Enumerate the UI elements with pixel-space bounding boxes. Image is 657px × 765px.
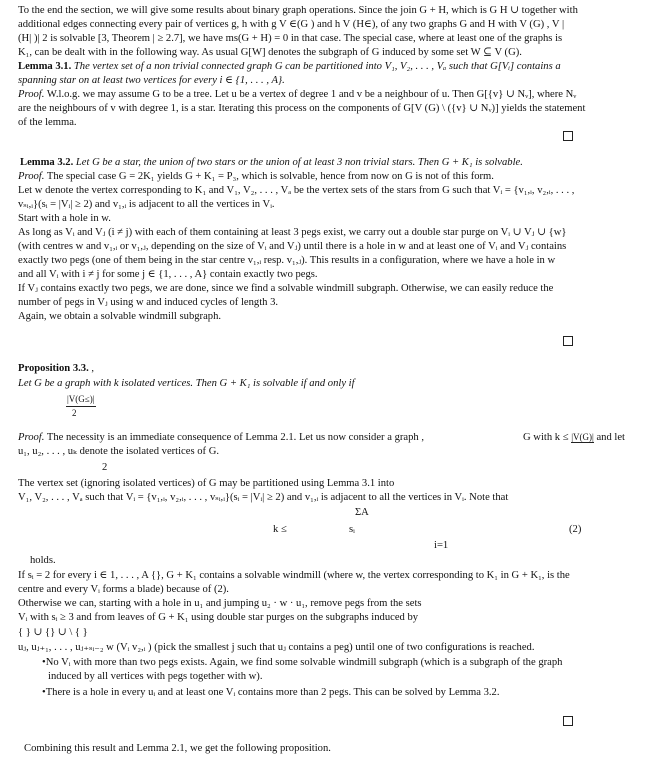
bullet-item-1: •No Vᵢ with more than two pegs exists. Again, we find some solvable windmill subgraph (which is a subgraph of the graph [42, 657, 563, 668]
prop-3-3-heading [18, 362, 94, 375]
bullet-item-1-cont: induced by all vertices with pegs together with w). [48, 671, 263, 682]
lemma-3-1-proof-line-3: of the lemma. [18, 117, 77, 128]
lemma-3-2-proof-line-8: and all Vᵢ with i ≠ j for some j ∈ {1, . . . , A} contain exactly two pegs. [18, 269, 318, 280]
qed-square [563, 716, 573, 726]
prop-3-3-after-3: Otherwise we can, starting with a hole in u₁ and jumping u₂ · w · u₁, remove pegs from the sets [18, 598, 422, 609]
prop-3-3-condition-denominator: 2 [72, 408, 77, 418]
lemma-3-2-proof-line-4: Start with a hole in w. [18, 213, 111, 224]
closing-sentence: Combining this result and Lemma 2.1, we get the following proposition. [24, 743, 331, 754]
sum-symbol: ΣA [355, 507, 369, 518]
lemma-3-1-statement-2: spanning star on at least two vertices for every i ∈ {1, . . . , A}. [18, 75, 285, 86]
intro-line-3: (H| )| 2 is solvable [3, Theorem | ≥ 2.7], we have ms(G + H) = 0 in that case. The special case, where at least one of the graphs is [18, 33, 563, 44]
proof-label: Proof. [18, 89, 45, 100]
inequality-k: k ≤ [273, 524, 287, 535]
lemma-3-2-statement: Let G be a star, the union of two stars or the union of at least 3 non trivial stars. Then G + K₁ is solvable. [73, 157, 523, 168]
lemma-3-2-proof-line-2: Let w denote the vertex corresponding to K₁ and V₁, V₂, . . . , Vₐ be the vertex sets of the stars from G such that Vᵢ = {v₁,ᵢ, v₂,ᵢ, . . . , [18, 185, 575, 196]
prop-3-3-proof-line-4: V₁, V₂, . . . , Vₐ such that Vᵢ = {v₁,ᵢ, v₂,ᵢ, . . . , vₛᵢ,ᵢ}(sᵢ = |Vᵢ| ≥ 2) and v₁,ᵢ is adjacent to all the vertices in Vᵢ. Note that [18, 492, 509, 503]
intro-line-2: additional edges connecting every pair of vertices g, h with g V ∈(G ) and h V (H∈), of any two graphs G and H with V (G) , V | [18, 19, 565, 30]
lemma-3-2-proof-line-1 [18, 170, 494, 183]
proof-and-let: and let [596, 432, 626, 443]
prop-3-3-after-1: If sᵢ = 2 for every i ∈ 1, . . . , A {}, G + K₁ contains a solvable windmill (where w, the vertex corresponding to K₁ in G + K₁, is the [18, 570, 570, 581]
proof-fraction-numerator: |V(G)| [571, 432, 594, 442]
intro-line-4: K₁, can be dealt with in the following way. As usual G[W] denotes the subgraph of G induced by some set W ⊆ V (G). [18, 47, 522, 58]
intro-line-1: To the end the section, we will give some results about binary graph operations. Since the join G + H, which is G H ∪ together with [18, 5, 578, 16]
qed-square [563, 131, 573, 141]
holds-text: holds. [30, 555, 56, 566]
inequality-s: sᵢ [349, 524, 355, 535]
lemma-3-2-proof-line-9: If Vⱼ contains exactly two pegs, we are done, since we find a solvable windmill subgraph. Otherwise, we can easily reduce the [18, 283, 554, 294]
prop-3-3-after-2: centre and every Vᵢ forms a blade) because of (2). [18, 584, 229, 595]
lemma-3-2-proof-line-10: number of pegs in Vⱼ using w and induced cycles of length 3. [18, 297, 279, 308]
proof-text: The necessity is an immediate consequence of Lemma 2.1. Let us now consider a graph , [44, 432, 424, 443]
prop-3-3-after-4: Vᵢ with sᵢ ≥ 3 and from leaves of G + K₁ using double star purges on the subgraphs induced by [18, 612, 419, 623]
proof-inequality: G with k ≤ [523, 432, 569, 443]
prop-3-3-statement: Let G be a graph with k isolated vertices. Then G + K₁ is solvable if and only if [18, 378, 355, 389]
lemma-3-2-proof-line-7: exactly two pegs (one of them being in the star centre v₁,ᵢ resp. v₁,ⱼ). This results in a configuration, where we have a hole in w [18, 255, 556, 266]
lemma-3-2-proof-line-5: As long as Vᵢ and Vⱼ (i ≠ j) with each of them containing at least 3 pegs exist, we carry out a double star purge on Vᵢ ∪ Vⱼ ∪ {w} [18, 227, 567, 238]
qed-square [563, 336, 573, 346]
prop-3-3-proof-line-2: u₁, u₂, . . . , uₖ denote the isolated vertices of G. [18, 446, 220, 457]
lemma-3-2-proof-line-6: (with centres w and v₁,ᵢ or v₁,ⱼ, depending on the size of Vᵢ and Vⱼ) until there is a hole in w and at least one of Vᵢ and Vⱼ contains [18, 241, 567, 252]
prop-3-3-brace-line: { } ∪ {} ∪ \ { } [18, 627, 88, 638]
equation-number: (2) [569, 524, 582, 535]
bullet-item-2: •There is a hole in every uᵢ and at least one Vᵢ contains more than 2 pegs. This can be solved by Lemma 3.2. [42, 687, 500, 698]
lemma-3-1-statement-1: The vertex set of a non trivial connected graph G can be partitioned into V₁, V₂, . . . , Vₐ such that G[Vᵢ] contains a [71, 61, 561, 72]
lemma-3-2-line-1 [20, 156, 523, 169]
proof-label: Proof. [18, 171, 45, 182]
lemma-3-1-proof-line-2: are the neighbours of v with degree 1, is a star. Iterating this process on the components of G[V (G) \ ({v} ∪ Nᵥ)] yields the statement [18, 103, 586, 114]
prop-3-3-label-suffix: , [88, 363, 95, 374]
lemma-3-2-label: Lemma 3.2. [20, 157, 74, 168]
sum-index: i=1 [434, 540, 449, 551]
proof-text: The special case G = 2K₁ yields G + K₁ = P₃, which is solvable, hence from now on G is not of this form. [44, 171, 494, 182]
lemma-3-1-label: Lemma 3.1. [18, 61, 72, 72]
lemma-3-2-proof-line-11: Again, we obtain a solvable windmill subgraph. [18, 311, 222, 322]
prop-3-3-condition-numerator: |V(G≤)| [66, 393, 96, 407]
lemma-3-1-line-1 [18, 60, 561, 73]
lemma-3-1-proof-line-1 [18, 88, 576, 101]
proof-text: W.l.o.g. we may assume G to be a tree. Let u be a vertex of degree 1 and v be a neighbour of u. Then G[{v} ∪ Nᵥ], where Nᵥ [44, 89, 577, 100]
prop-3-3-proof-two: 2 [102, 462, 108, 473]
prop-3-3-label: Proposition 3.3. [18, 363, 89, 374]
prop-3-3-proof-line-1 [18, 431, 424, 444]
prop-3-3-brace-line-2: uⱼ, uⱼ₊₁, . . . , uⱼ₊ₛᵢ₋₂ w (Vᵢ v₂,ᵢ ) (pick the smallest j such that uⱼ contains a peg) until one of two configurations is reached. [18, 642, 535, 653]
prop-3-3-proof-line-3: The vertex set (ignoring isolated vertices) of G may be partitioned using Lemma 3.1 into [18, 478, 395, 489]
prop-3-3-proof-line-1-right [523, 431, 625, 444]
proof-label: Proof. [18, 432, 45, 443]
lemma-3-2-proof-line-3: vₛᵢ,ᵢ}(sᵢ = |Vᵢ| ≥ 2) and v₁,ᵢ is adjacent to all the vertices in Vᵢ. [18, 199, 275, 210]
